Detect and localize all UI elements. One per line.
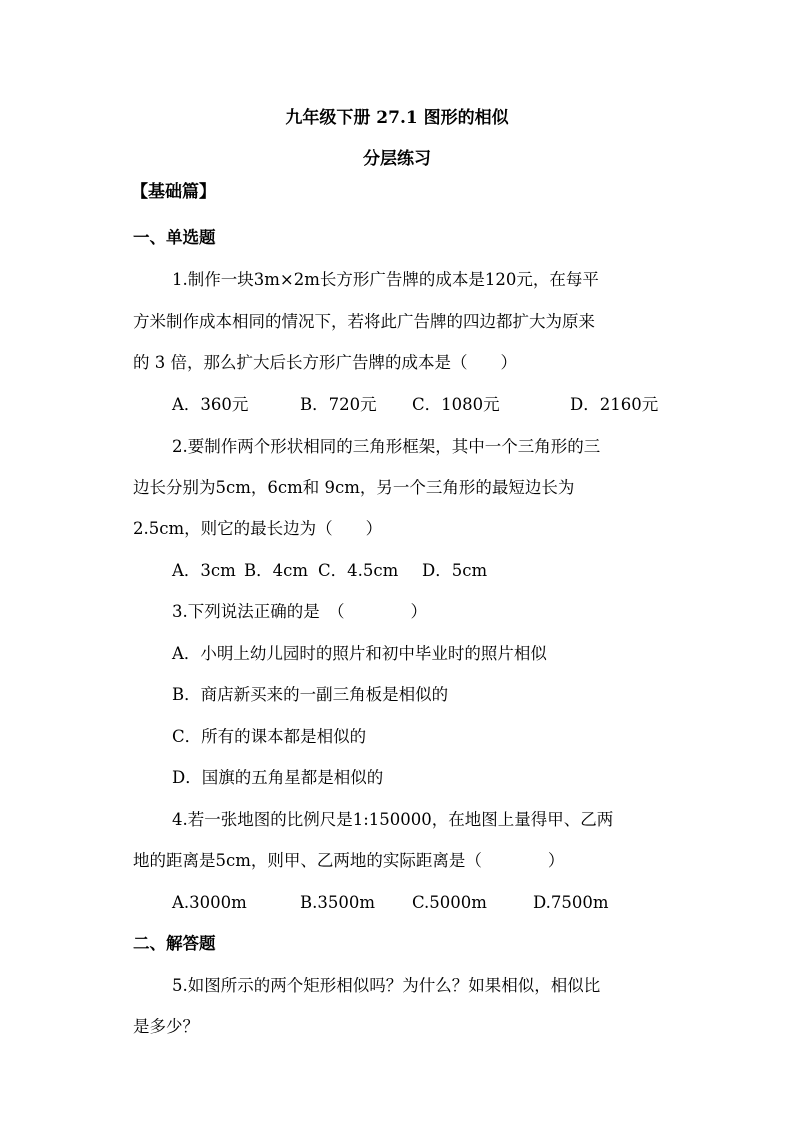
question-3-option-b: B．商店新买来的一副三角板是相似的 bbox=[172, 685, 449, 704]
page-title: 九年级下册 27.1 图形的相似 bbox=[285, 108, 509, 128]
section-single-choice: 一、单选题 bbox=[133, 228, 216, 247]
question-4-option-a: A.3000m bbox=[172, 893, 247, 912]
question-2-option-d: D．5cm bbox=[422, 561, 488, 580]
question-1-option-c: C．1080元 bbox=[412, 395, 500, 414]
question-3-option-c: C．所有的课本都是相似的 bbox=[172, 727, 367, 746]
question-2-option-a: A．3cm bbox=[172, 561, 236, 580]
question-5-line-2: 是多少？ bbox=[133, 1017, 199, 1036]
section-answer: 二、解答题 bbox=[133, 934, 216, 953]
question-1-option-a: A．360元 bbox=[172, 395, 249, 414]
question-2-option-b: B．4cm bbox=[244, 561, 309, 580]
question-4-option-b: B.3500m bbox=[300, 893, 376, 912]
question-2-line-1: 2.要制作两个形状相同的三角形框架，其中一个三角形的三 bbox=[172, 437, 601, 456]
question-1-option-b: B．720元 bbox=[300, 395, 377, 414]
question-3-option-a: A．小明上幼儿园时的照片和初中毕业时的照片相似 bbox=[172, 644, 547, 663]
question-3-option-d: D．国旗的五角星都是相似的 bbox=[172, 768, 384, 787]
page-subtitle: 分层练习 bbox=[363, 149, 431, 169]
question-1-line-2: 方米制作成本相同的情况下，若将此广告牌的四边都扩大为原来 bbox=[133, 312, 595, 331]
question-2-option-c: C．4.5cm bbox=[318, 561, 399, 580]
question-2-line-2: 边长分别为5cm，6cm和 9cm，另一个三角形的最短边长为 bbox=[133, 478, 575, 497]
question-4-line-2: 地的距离是5cm，则甲、乙两地的实际距离是（ ） bbox=[133, 851, 565, 870]
question-1-option-d: D．2160元 bbox=[570, 395, 659, 414]
question-4-option-c: C.5000m bbox=[412, 893, 487, 912]
question-1-line-1: 1.制作一块3m×2m长方形广告牌的成本是120元，在每平 bbox=[172, 270, 599, 289]
level-label: 【基础篇】 bbox=[131, 182, 216, 202]
question-1-line-3: 的 3 倍，那么扩大后长方形广告牌的成本是（ ） bbox=[133, 353, 517, 372]
question-2-line-3: 2.5cm，则它的最长边为（ ） bbox=[133, 519, 383, 538]
question-5-line-1: 5.如图所示的两个矩形相似吗？为什么？如果相似，相似比 bbox=[172, 976, 601, 995]
question-3-line-1: 3.下列说法正确的是 （ ） bbox=[172, 602, 427, 621]
question-4-line-1: 4.若一张地图的比例尺是1:150000，在地图上量得甲、乙两 bbox=[172, 810, 614, 829]
question-4-option-d: D.7500m bbox=[533, 893, 609, 912]
